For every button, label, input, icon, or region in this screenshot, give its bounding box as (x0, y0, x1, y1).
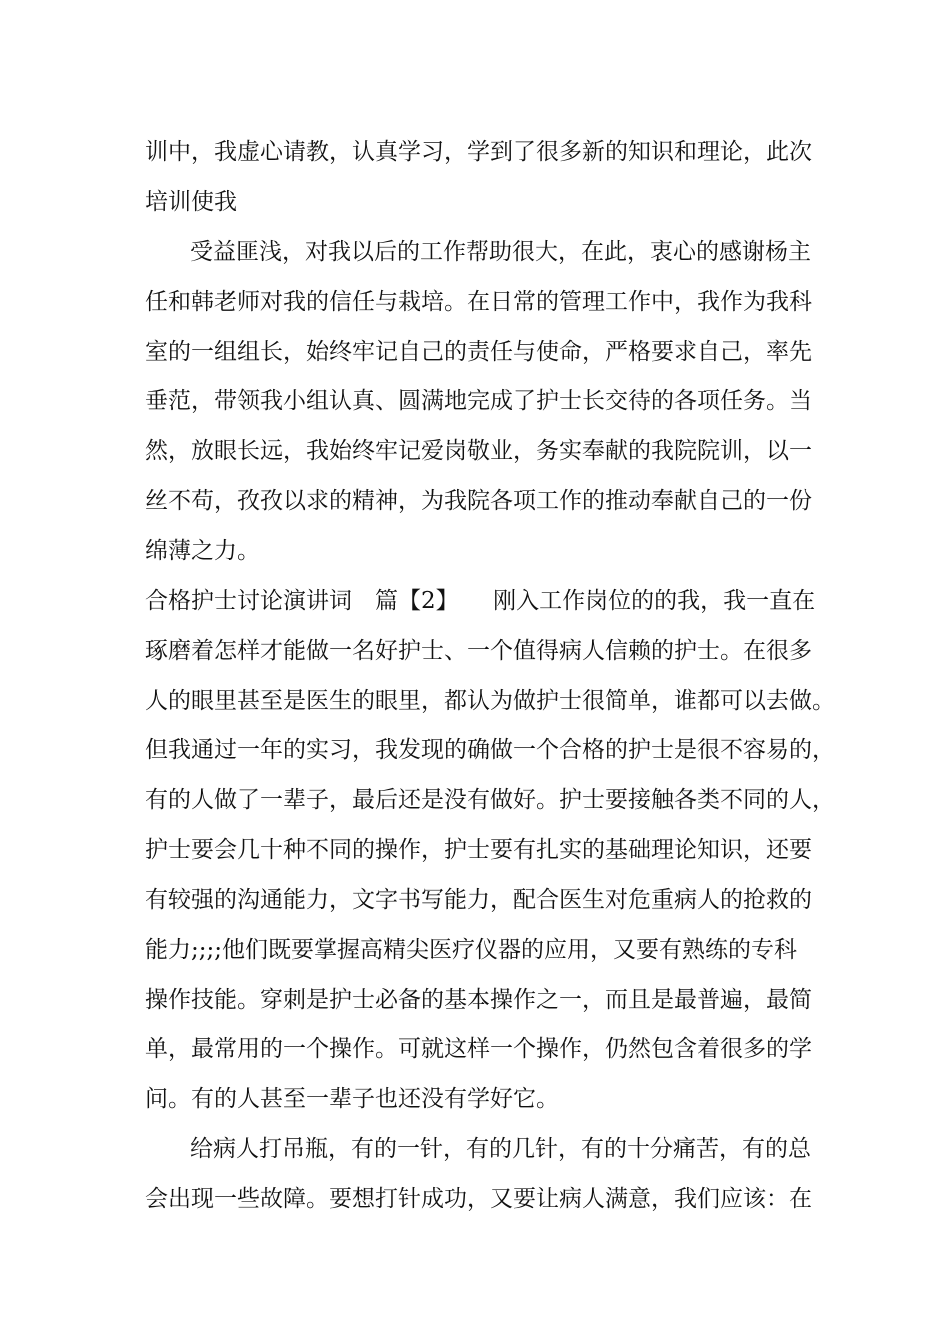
text-line-14: 有的人做了一辈子，最后还是没有做好。护士要接触各类不同的人， (145, 787, 835, 813)
text-line-6: 垂范，带领我小组认真、圆满地完成了护士长交待的各项任务。当 (145, 388, 812, 414)
text-line-3: 受益匪浅，对我以后的工作帮助很大，在此，衷心的感谢杨主 (190, 239, 811, 265)
text-line-8: 丝不苟，孜孜以求的精神，为我院各项工作的推动奉献自己的一份 (145, 488, 812, 514)
text-line-21: 给病人打吊瓶，有的一针，有的几针，有的十分痛苦，有的总 (190, 1136, 811, 1162)
text-line-12: 人的眼里甚至是医生的眼里，都认为做护士很简单，谁都可以去做。 (145, 688, 835, 714)
text-line-1: 训中，我虚心请教，认真学习，学到了很多新的知识和理论，此次 (145, 139, 812, 165)
text-line-9: 绵薄之力。 (145, 538, 260, 564)
text-line-18: 操作技能。穿刺是护士必备的基本操作之一，而且是最普遍，最简 (145, 987, 812, 1013)
text-line-16: 有较强的沟通能力，文字书写能力，配合医生对危重病人的抢救的 (145, 887, 812, 913)
text-line-5: 室的一组组长，始终牢记自己的责任与使命，严格要求自己，率先 (145, 339, 812, 365)
text-line-15: 护士要会几十种不同的操作，护士要有扎实的基础理论知识，还要 (145, 837, 812, 863)
text-line-4: 任和韩老师对我的信任与栽培。在日常的管理工作中，我作为我科 (145, 289, 812, 315)
text-line-19: 单，最常用的一个操作。可就这样一个操作，仍然包含着很多的学 (145, 1036, 812, 1062)
text-line-13: 但我通过一年的实习，我发现的确做一个合格的护士是很不容易的， (145, 737, 835, 763)
text-line-7: 然，放眼长远，我始终牢记爱岗敬业，务实奉献的我院院训，以一 (145, 438, 812, 464)
text-line-11: 琢磨着怎样才能做一名好护士、一个值得病人信赖的护士。在很多 (145, 638, 812, 664)
section-heading-line: 合格护士讨论演讲词 篇【2】 刚入工作岗位的的我，我一直在 (145, 588, 816, 614)
text-line-22: 会出现一些故障。要想打针成功，又要让病人满意，我们应该：在 (145, 1186, 812, 1212)
text-line-17: 能力;;;;他们既要掌握高精尖医疗仪器的应用，又要有熟练的专科 (145, 937, 797, 963)
text-line-2: 培训使我 (145, 189, 237, 215)
text-line-20: 问。有的人甚至一辈子也还没有学好它。 (145, 1086, 559, 1112)
